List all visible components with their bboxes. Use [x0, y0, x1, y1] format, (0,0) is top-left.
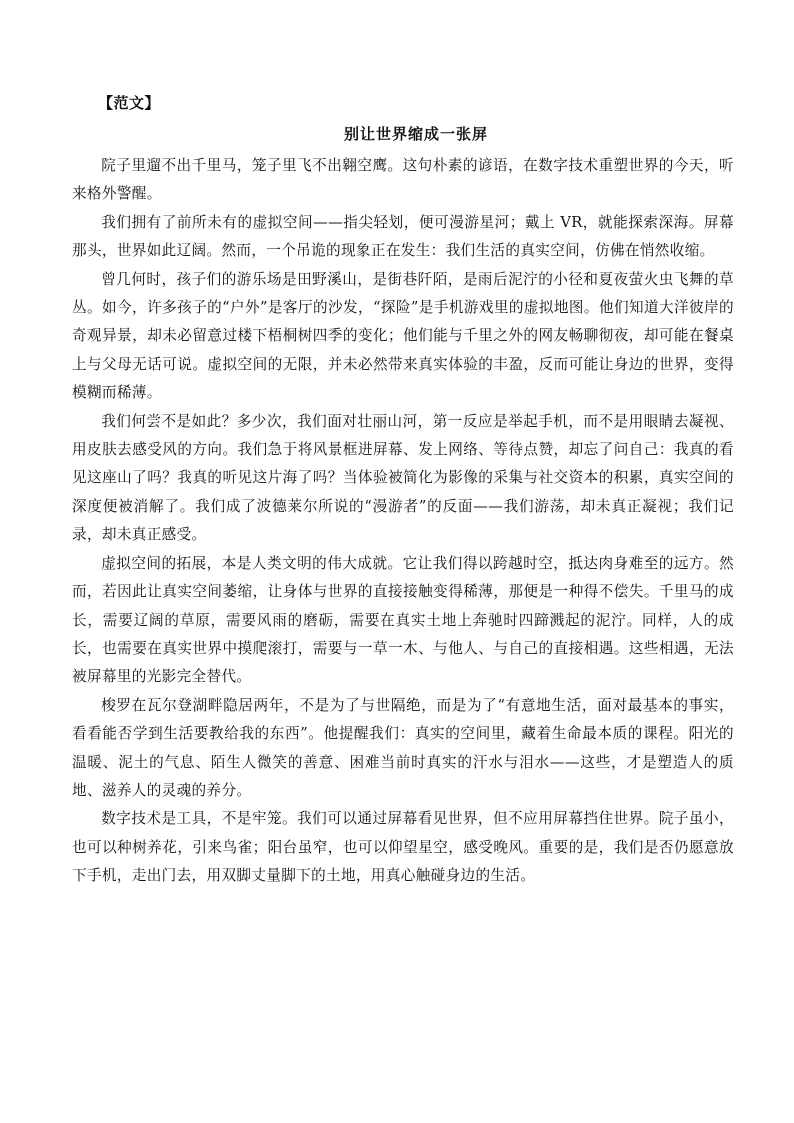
paragraph: 数字技术是工具，不是牢笼。我们可以通过屏幕看见世界，但不应用屏幕挡住世界。院子虽小，也可以种树养花，引来鸟雀；阳台虽窄，也可以仰望星空，感受晚风。重要的是，我们是否仍愿意放下手机，走出门去，用双脚丈量脚下的土地，用真心触碰身边的生活。 — [72, 810, 734, 885]
paragraph: 院子里遛不出千里马，笼子里飞不出翱空鹰。这句朴素的谚语，在数字技术重塑世界的今天，听来格外警醒。 — [72, 157, 734, 203]
section-label: 【范文】 — [98, 94, 161, 112]
paragraph: 梭罗在瓦尔登湖畔隐居两年，不是为了与世隔绝，而是为了“有意地生活，面对最基本的事实，看看能否学到生活要教给我的东西”。他提醒我们：真实的空间里，藏着生命最本质的课程。阳光的温暖、泥土的气息、陌生人微笑的善意、困难当前时真实的汗水与泪水——这些，才是塑造人的质地、滋养人的灵魂的养分。 — [72, 696, 734, 799]
paragraph: 我们何尝不是如此？多少次，我们面对壮丽山河，第一反应是举起手机，而不是用眼睛去凝视、用皮肤去感受风的方向。我们急于将风景框进屏幕、发上网络、等待点赞，却忘了问自己：我真的看见这座山了吗？我真的听见这片海了吗？当体验被简化为影像的采集与社交资本的积累，真实空间的深度便被消解了。我们成了波德莱尔所说的“漫游者”的反面——我们游荡，却未真正凝视；我们记录，却未真正感受。 — [72, 412, 734, 544]
essay-body — [72, 152, 734, 891]
paragraph: 虚拟空间的拓展，本是人类文明的伟大成就。它让我们得以跨越时空，抵达肉身难至的远方。然而，若因此让真实空间萎缩，让身体与世界的直接接触变得稀薄，那便是一种得不偿失。千里马的成长，需要辽阔的草原，需要风雨的磨砺，需要在真实土地上奔驰时四蹄溅起的泥泞。同样，人的成长，也需要在真实世界中摸爬滚打，需要与一草一木、与他人、与自己的直接相遇。这些相遇，无法被屏幕里的光影完全替代。 — [72, 554, 734, 686]
paragraph: 我们拥有了前所未有的虚拟空间——指尖轻划，便可漫游星河；戴上 VR，就能探索深海。屏幕那头，世界如此辽阔。然而，一个吊诡的现象正在发生：我们生活的真实空间，仿佛在悄然收缩。 — [72, 213, 734, 260]
essay-title: 别让世界缩成一张屏 — [343, 125, 488, 143]
paragraph: 曾几何时，孩子们的游乐场是田野溪山，是街巷阡陌，是雨后泥泞的小径和夏夜萤火虫飞舞的草丛。如今，许多孩子的“户外”是客厅的沙发，“探险”是手机游戏里的虚拟地图。他们知道大洋彼岸的奇观异景，却未必留意过楼下梧桐树四季的变化；他们能与千里之外的网友畅聊彻夜，却可能在餐桌上与父母无话可说。虚拟空间的无限，并未必然带来真实体验的丰盈，反而可能让身边的世界，变得模糊而稀薄。 — [72, 270, 734, 402]
